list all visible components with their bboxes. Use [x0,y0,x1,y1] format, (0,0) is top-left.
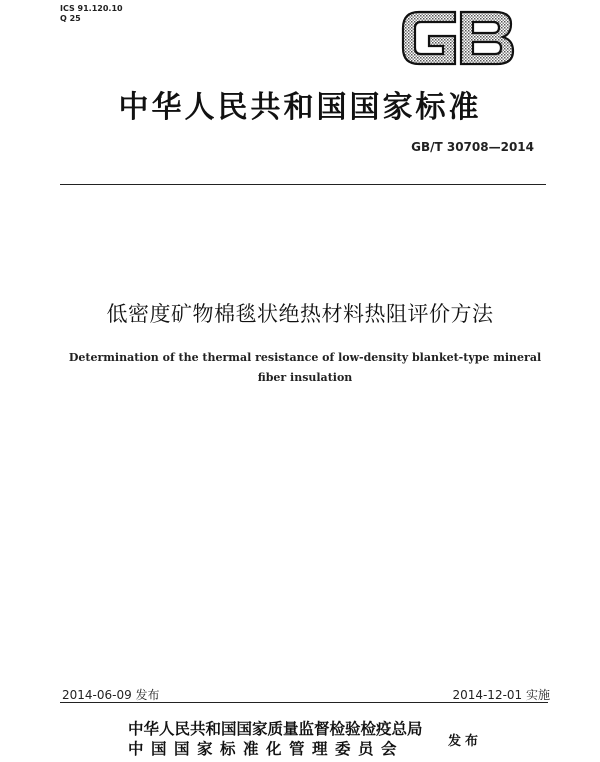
header-divider [60,184,546,185]
ics-code: ICS 91.120.10 [60,4,123,13]
issuing-authorities [128,719,423,759]
gb-logo [399,6,517,70]
title-english-line-2: fiber insulation [257,371,353,384]
standard-number: GB/T 30708—2014 [411,140,534,154]
footer-divider [60,702,548,703]
classification-codes [60,4,123,24]
title-english [60,348,550,388]
issue-date: 2014-06-09 发布 [62,688,160,702]
issuer-line-2: 中国国家标准化管理委员会 [128,740,405,758]
publish-label: 发布 [448,734,483,749]
ccs-code: Q 25 [60,14,81,23]
issuer-line-1: 中华人民共和国国家质量监督检验检疫总局 [128,720,423,738]
standard-type-heading: 中华人民共和国国家标准 [118,90,482,125]
title-english-line-1: Determination of the thermal resistance of low-density blanket-type mineral [68,351,542,364]
title-chinese: 低密度矿物棉毯状绝热材料热阻评价方法 [106,302,494,326]
implementation-date: 2014-12-01 实施 [452,688,550,702]
